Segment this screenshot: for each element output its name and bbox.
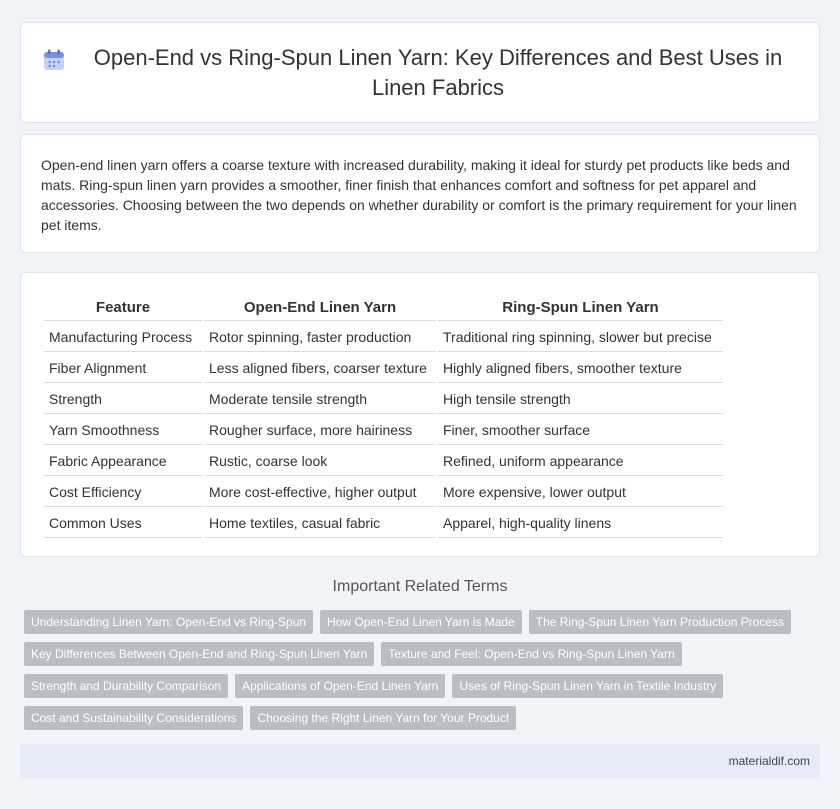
table-cell: Apparel, high-quality linens — [438, 509, 723, 538]
column-header: Ring-Spun Linen Yarn — [438, 293, 723, 321]
column-header: Feature — [44, 293, 202, 321]
table-cell: Finer, smoother surface — [438, 416, 723, 445]
tag-row — [24, 706, 824, 730]
footer — [20, 744, 820, 778]
tag-row — [24, 642, 824, 666]
tag-row — [24, 610, 824, 634]
table-cell: More expensive, lower output — [438, 478, 723, 507]
related-term-tag[interactable]: Cost and Sustainability Considerations — [24, 706, 243, 730]
title-card — [20, 22, 820, 123]
table-row — [44, 416, 723, 445]
table-row — [44, 509, 723, 538]
related-term-tag[interactable]: Uses of Ring-Spun Linen Yarn in Textile Industry — [452, 674, 723, 698]
summary-card — [20, 134, 820, 253]
table-row — [44, 385, 723, 414]
table-cell: Fabric Appearance — [44, 447, 202, 476]
table-row — [44, 354, 723, 383]
table-cell: Yarn Smoothness — [44, 416, 202, 445]
related-term-tag[interactable]: Understanding Linen Yarn: Open-End vs Ring-Spun — [24, 610, 313, 634]
table-cell: Moderate tensile strength — [204, 385, 436, 414]
table-row — [44, 447, 723, 476]
related-term-tag[interactable]: Applications of Open-End Linen Yarn — [235, 674, 445, 698]
table-cell: Manufacturing Process — [44, 323, 202, 352]
table-cell: Less aligned fibers, coarser texture — [204, 354, 436, 383]
related-term-tag[interactable]: How Open-End Linen Yarn is Made — [320, 610, 522, 634]
table-header-row — [44, 293, 723, 321]
table-cell: Fiber Alignment — [44, 354, 202, 383]
comparison-card — [20, 272, 820, 557]
table-cell: Refined, uniform appearance — [438, 447, 723, 476]
table-row — [44, 478, 723, 507]
table-cell: Rotor spinning, faster production — [204, 323, 436, 352]
table-cell: High tensile strength — [438, 385, 723, 414]
related-term-tag[interactable]: Texture and Feel: Open-End vs Ring-Spun Linen Yarn — [381, 642, 681, 666]
related-terms-list — [24, 610, 824, 738]
table-cell: Rustic, coarse look — [204, 447, 436, 476]
table-cell: Cost Efficiency — [44, 478, 202, 507]
table-row — [44, 323, 723, 352]
related-term-tag[interactable]: Choosing the Right Linen Yarn for Your Product — [250, 706, 516, 730]
table-cell: Traditional ring spinning, slower but precise — [438, 323, 723, 352]
tag-row — [24, 674, 824, 698]
comparison-table — [42, 291, 725, 540]
table-cell: Common Uses — [44, 509, 202, 538]
table-cell: Highly aligned fibers, smoother texture — [438, 354, 723, 383]
page-title: Open-End vs Ring-Spun Linen Yarn: Key Differences and Best Uses in Linen Fabrics — [93, 44, 783, 100]
summary-text: Open-end linen yarn offers a coarse texture with increased durability, making it ideal for sturdy pet products like beds and mats. Ring-spun linen yarn provides a smoother, finer finish that enhances comfort and softness for pet apparel and accessories. Choosing between the two depends on whether durability or comfort is the primary requirement for your linen pet items. — [41, 157, 797, 233]
table-cell: Rougher surface, more hairiness — [204, 416, 436, 445]
calendar-icon — [42, 48, 66, 72]
related-term-tag[interactable]: The Ring-Spun Linen Yarn Production Process — [529, 610, 791, 634]
related-term-tag[interactable]: Strength and Durability Comparison — [24, 674, 228, 698]
footer-site[interactable]: materialdif.com — [728, 754, 810, 768]
related-terms-heading: Important Related Terms — [332, 578, 508, 595]
table-cell: More cost-effective, higher output — [204, 478, 436, 507]
related-term-tag[interactable]: Key Differences Between Open-End and Ring-Spun Linen Yarn — [24, 642, 374, 666]
column-header: Open-End Linen Yarn — [204, 293, 436, 321]
table-cell: Strength — [44, 385, 202, 414]
table-cell: Home textiles, casual fabric — [204, 509, 436, 538]
